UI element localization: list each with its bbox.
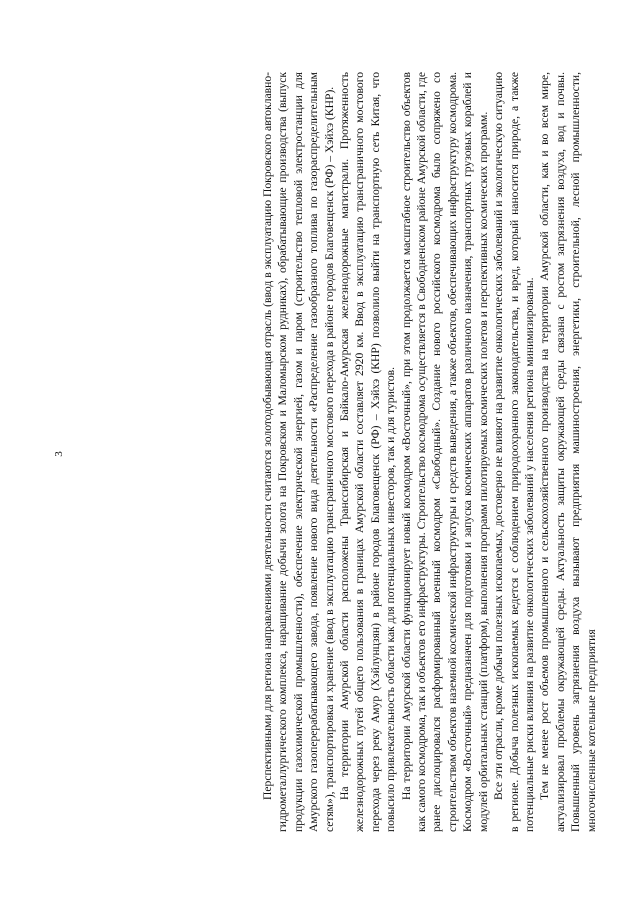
paragraph: На территории Амурской области расположены Транссибирская и Байкало-Амурская железнодорожные магистрали. Протяженность железнодорожных путей общего пользования в границах Амурской области составляет 2920 км. Ввод в эксплуатацию трансграничного мостового перехода через реку Амур (Хэйлунцзян) в районе городов Благовещенск (РФ) – Хэйхэ (КНР) позволило выйти на транспортную сеть Китая, что повысило привлекательность области как для потенциальных инвесторов, так и для туристов. [338,72,398,832]
body-text [260,72,640,832]
paragraph: На территории Амурской области функционирует новый космодром «Восточный», при этом продолжается масштабное строительство объектов как самого космодрома, так и объектов его инфраструктуры. Строительство космодрома осуществляется в Свободненском районе Амурской области, где ранее дислоцировался расформированный военный космодром «Свободный». Создание нового российского космодрома было сопряжено со строительством объектов наземной космической инфраструктуры и средств выведения, а также объектов, обеспечивающих инфраструктуру космодрома. Космодром «Восточный» предназначен для подготовки и запуска космических аппаратов различного назначения, транспортных грузовых кораблей и модулей орбитальных станций (платформ), выполнения программ пилотируемых космических полетов и перспективных космических программ. [399,72,490,832]
paragraph: Перспективными для региона направлениями деятельности считаются золотодобывающая отрасль (ввод в эксплуатацию Покровского автоклавно-гидрометаллургического комплекса, наращивание добычи золота на Покровском и Маломырском рудниках), обрабатывающие производства (выпуск продукции газохимической промышленности), обеспечение электрической энергией, газом и паром (строительство тепловой электростанции для Амурского газоперерабатывающего завода, появление нового вида деятельности «Распределение газообразного топлива по газораспределительным сетям»), транспортировка и хранение (ввод в эксплуатацию трансграничного мостового перехода в районе городов Благовещенск (РФ) – Хэйхэ (КНР). [261,72,336,832]
paragraph: Тем не менее рост объемов промышленного и сельскохозяйственного производства на территории Амурской области, как и во всем мире, актуализировал проблемы окружающей среды. Актуальность защиты окружающей среды связана с ростом загрязнения воздуха, вод и почвы. Повышенный уровень загрязнения воздуха вызывают предприятия машиностроения, энергетики, строительной, лесной промышленности, многочисленные котельные предприятия [538,72,598,832]
page-number: 3 [53,451,65,457]
rotated-text-area [260,72,640,832]
paragraph: Все эти отрасли, кроме добычи полезных ископаемых, достоверно не влияют на развитие онкологических заболеваний и экологическую ситуацию в регионе. Добыча полезных ископаемых ведется с соблюдением природоохранного законодательства, и вред, который наносится природе, а также потенциальные риски влияния на развитие онкологических заболеваний у населения региона минимизированы. [492,72,536,832]
